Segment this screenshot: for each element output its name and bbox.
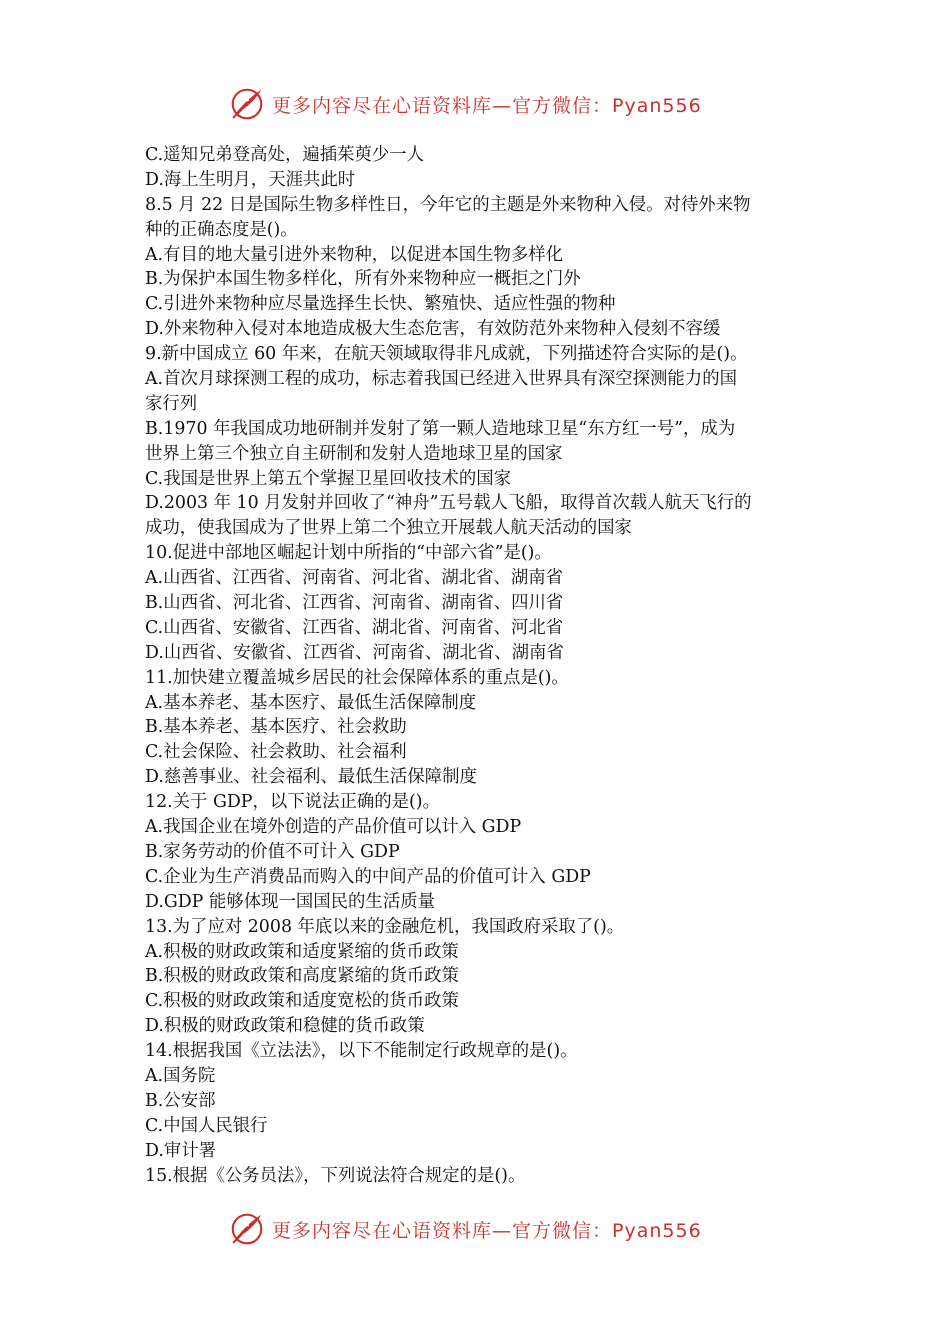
text-line: 家行列 — [145, 393, 198, 414]
text-line: D.审计署 — [145, 1140, 217, 1161]
text-line: A.积极的财政政策和适度紧缩的货币政策 — [145, 941, 459, 962]
text-line: 10.促进中部地区崛起计划中所指的“中部六省”是()。 — [145, 543, 552, 564]
text-line: B.家务劳动的价值不可计入 GDP — [145, 841, 400, 862]
text-line: A.有目的地大量引进外来物种，以促进本国生物多样化 — [145, 244, 564, 265]
text-line: C.遥知兄弟登高处，遍插茱萸少一人 — [145, 145, 425, 165]
text-line: D.慈善事业、社会福利、最低生活保障制度 — [145, 767, 477, 788]
text-line: D.GDP 能够体现一国国民的生活质量 — [145, 891, 435, 912]
text-line: B.公安部 — [145, 1090, 216, 1111]
header-watermark — [228, 84, 702, 124]
text-line: D.积极的财政政策和稳健的货币政策 — [145, 1016, 425, 1037]
text-line: 12.关于 GDP，以下说法正确的是()。 — [145, 792, 440, 813]
text-line: 种的正确态度是()。 — [145, 219, 298, 240]
text-line: B.基本养老、基本医疗、社会救助 — [145, 717, 407, 738]
text-line: C.积极的财政政策和适度宽松的货币政策 — [145, 991, 459, 1012]
text-line: 15.根据《公务员法》，下列说法符合规定的是()。 — [145, 1165, 526, 1186]
text-line: A.基本养老、基本医疗、最低生活保障制度 — [145, 692, 477, 713]
watermark-text: 更多内容尽在心语资料库—官方微信：Pyan556 — [272, 1219, 702, 1242]
text-line: 13.为了应对 2008 年底以来的金融危机，我国政府采取了()。 — [145, 916, 625, 937]
text-line: D.山西省、安徽省、江西省、河南省、湖北省、湖南省 — [145, 642, 564, 663]
text-line: C.中国人民银行 — [145, 1115, 268, 1136]
text-line: B.为保护本国生物多样化，所有外来物种应一概拒之门外 — [145, 269, 581, 290]
text-line: 8.5 月 22 日是国际生物多样性日，今年它的主题是外来物种入侵。对待外来物 — [145, 194, 751, 215]
text-line: B.山西省、河北省、江西省、河南省、湖南省、四川省 — [145, 593, 564, 614]
text-line: C.引进外来物种应尽量选择生长快、繁殖快、适应性强的物种 — [145, 294, 616, 315]
text-line: A.首次月球探测工程的成功，标志着我国已经进入世界具有深空探测能力的国 — [145, 369, 737, 390]
text-line: 世界上第三个独立自主研制和发射人造地球卫星的国家 — [145, 443, 563, 464]
text-line: 9.新中国成立 60 年来，在航天领域取得非凡成就，下列描述符合实际的是()。 — [145, 344, 748, 365]
quill-logo-icon — [228, 1210, 266, 1248]
text-line: C.企业为生产消费品而购入的中间产品的价值可计入 GDP — [145, 866, 591, 887]
text-line: A.我国企业在境外创造的产品价值可以计入 GDP — [145, 817, 522, 838]
text-line: C.社会保险、社会救助、社会福利 — [145, 742, 407, 763]
text-line: A.山西省、江西省、河南省、河北省、湖北省、湖南省 — [145, 568, 564, 589]
text-line: C.山西省、安徽省、江西省、湖北省、河南省、河北省 — [145, 617, 564, 638]
document-body — [145, 143, 810, 1188]
watermark-text: 更多内容尽在心语资料库—官方微信：Pyan556 — [272, 94, 702, 117]
text-line: D.海上生明月，天涯共此时 — [145, 169, 356, 190]
text-line: 11.加快建立覆盖城乡居民的社会保障体系的重点是()。 — [145, 667, 569, 688]
quill-logo-icon — [228, 85, 266, 123]
text-line: B.积极的财政政策和高度紧缩的货币政策 — [145, 966, 459, 987]
text-line: D.2003 年 10 月发射并回收了“神舟”五号载人飞船，取得首次载人航天飞行的 — [145, 493, 752, 514]
text-line: D.外来物种入侵对本地造成极大生态危害，有效防范外来物种入侵刻不容缓 — [145, 319, 721, 340]
text-line: B.1970 年我国成功地研制并发射了第一颗人造地球卫星“东方红一号”，成为 — [145, 418, 736, 439]
footer-watermark — [228, 1209, 702, 1249]
text-line: 14.根据我国《立法法》，以下不能制定行政规章的是()。 — [145, 1041, 578, 1062]
text-line: C.我国是世界上第五个掌握卫星回收技术的国家 — [145, 468, 512, 489]
text-line: A.国务院 — [145, 1065, 216, 1086]
text-line: 成功，使我国成为了世界上第二个独立开展载人航天活动的国家 — [145, 518, 632, 539]
